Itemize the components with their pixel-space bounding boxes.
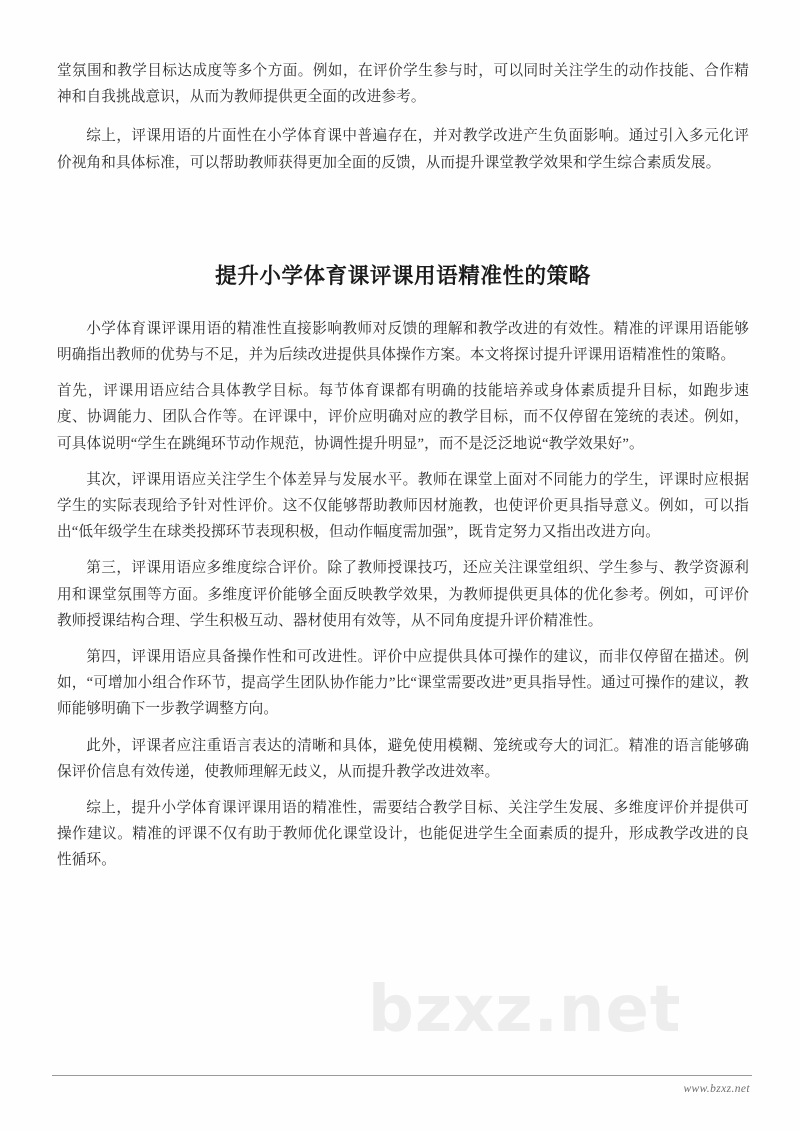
paragraph-point-4: 第四，评课用语应具备操作性和可改进性。评价中应提供具体可操作的建议，而非仅停留在描述。例如，“可增加小组合作环节，提高学生团队协作能力”比“课堂需要改进”更具指导性。通过可操作的建议，教师能够明确下一步教学调整方向。 — [57, 649, 749, 718]
paragraph-spacer — [57, 545, 749, 555]
paragraph-conclusion: 综上，提升小学体育课评课用语的精准性，需要结合教学目标、关注学生发展、多维度评价并提供可操作建议。精准的评课不仅有助于教师优化课堂设计，也能促进学生全面素质的提升，形成教学改进的良性循环。 — [57, 800, 749, 869]
paragraph-continued-1: 堂氛围和教学目标达成度等多个方面。例如，在评价学生参与时，可以同时关注学生的动作技能、合作精神和自我挑战意识，从而为教师提供更全面的改进参考。 — [57, 63, 749, 106]
paragraph-spacer — [57, 457, 749, 467]
paragraph-point-2: 其次，评课用语应关注学生个体差异与发展水平。教师在课堂上面对不同能力的学生，评课时应根据学生的实际表现给予针对性评价。这不仅能够帮助教师因材施教，也使评价更具指导意义。例如，可以指出“低年级学生在球类投掷环节表现积极，但动作幅度需加强”，既肯定努力又指出改进方向。 — [57, 471, 749, 541]
paragraph-spacer — [57, 368, 749, 378]
paragraph-point-1: 首先，评课用语应结合具体教学目标。每节体育课都有明确的技能培养或身体素质提升目标，如跑步速度、协调能力、团队合作等。在评课中，评价应明确对应的教学目标，而不仅停留在笼统的表述。例如，可具体说明“学生在跳绳环节动作规范，协调性提升明显”，而不是泛泛地说“教学效果好”。 — [57, 383, 749, 452]
paragraph-point-3: 第三，评课用语应多维度综合评价。除了教师授课技巧，还应关注课堂组织、学生参与、教学资源利用和课堂氛围等方面。多维度评价能够全面反映教学效果，为教师提供更具体的优化参考。例如，可评价教师授课结构合理、学生积极互动、器材使用有效等，从不同角度提升评价精准性。 — [57, 560, 749, 629]
title-spacer-top — [57, 176, 749, 262]
document-body — [57, 58, 749, 874]
paragraph-spacer — [57, 723, 749, 733]
paragraph-spacer — [57, 785, 749, 795]
title-spacer-bottom — [57, 292, 749, 316]
footer-url: www.bzxz.net — [683, 1083, 750, 1095]
paragraph-spacer — [57, 110, 749, 123]
paragraph-intro: 小学体育课评课用语的精准性直接影响教师对反馈的理解和教学改进的有效性。精准的评课用语能够明确指出教师的优势与不足，并为后续改进提供具体操作方案。本文将探讨提升评课用语精准性的策略。 — [57, 320, 749, 364]
page-title: 提升小学体育课评课用语精准性的策略 — [215, 263, 591, 289]
paragraph-point-5: 此外，评课者应注重语言表达的清晰和具体，避免使用模糊、笼统或夸大的词汇。精准的语言能够确保评价信息有效传递，使教师理解无歧义，从而提升教学改进效率。 — [57, 737, 749, 780]
footer-divider — [52, 1075, 752, 1076]
paragraph-spacer — [57, 634, 749, 644]
site-watermark: bzxz.net — [368, 973, 682, 1047]
paragraph-continued-2: 综上，评课用语的片面性在小学体育课中普遍存在，并对教学改进产生负面影响。通过引入多元化评价视角和具体标准，可以帮助教师获得更加全面的反馈，从而提升课堂教学效果和学生综合素质发展。 — [57, 128, 749, 171]
